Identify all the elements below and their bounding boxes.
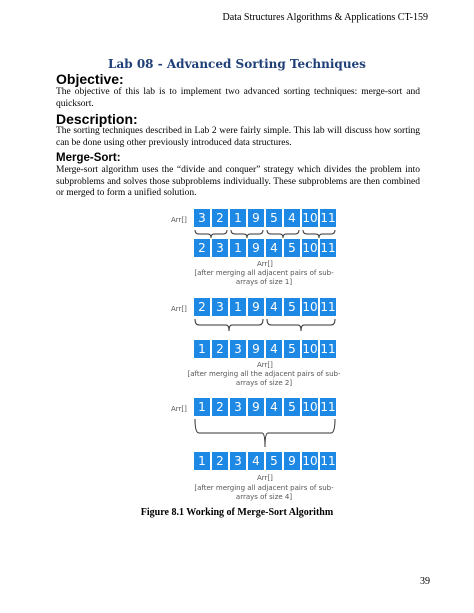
- array-cell: 4: [266, 239, 282, 257]
- array-cell: 9: [248, 209, 264, 227]
- page-number: 39: [420, 576, 430, 587]
- brace: [303, 230, 335, 238]
- array-cell: 3: [194, 209, 210, 227]
- brace: [195, 230, 227, 238]
- array-cell: 2: [212, 340, 228, 358]
- array-cell: 9: [248, 239, 264, 257]
- array-cell: 1: [194, 452, 210, 470]
- array-cell: 3: [230, 340, 246, 358]
- figure-caption: Figure 8.1 Working of Merge-Sort Algorithm: [140, 507, 334, 518]
- array-row: [194, 298, 336, 316]
- description-heading: Description:: [56, 111, 138, 127]
- merge-braces: [194, 418, 336, 450]
- array-label: Arr[]: [257, 260, 273, 268]
- array-cell: 4: [284, 209, 300, 227]
- array-cell: 2: [212, 398, 228, 416]
- array-cell: 10: [302, 241, 318, 255]
- array-label: Arr[]: [257, 474, 273, 482]
- array-cell: 11: [320, 342, 336, 356]
- array-label: Arr[]: [171, 405, 187, 413]
- merge-note: [after merging all the adjacent pairs of sub-arrays of size 2]: [187, 370, 341, 387]
- array-cell: 5: [266, 209, 282, 227]
- array-cell: 4: [266, 398, 282, 416]
- array-cell: 9: [248, 340, 264, 358]
- array-row: [194, 209, 336, 227]
- brace: [267, 319, 335, 331]
- array-cell: 1: [230, 298, 246, 316]
- lab-title: Lab 08 - Advanced Sorting Techniques: [108, 57, 366, 71]
- array-cell: 1: [194, 398, 210, 416]
- array-cell: 4: [248, 452, 264, 470]
- array-cell: 4: [266, 340, 282, 358]
- array-row: [194, 340, 336, 358]
- array-row: [194, 239, 336, 257]
- array-cell: 10: [302, 454, 318, 468]
- array-cell: 9: [248, 398, 264, 416]
- array-cell: 2: [212, 452, 228, 470]
- array-cell: 3: [230, 398, 246, 416]
- merge-note: [after merging all adjacent pairs of sub-arrays of size 4]: [194, 484, 334, 501]
- array-cell: 2: [194, 298, 210, 316]
- array-cell: 10: [302, 342, 318, 356]
- array-cell: 2: [212, 209, 228, 227]
- merge-braces: [194, 318, 336, 334]
- array-cell: 11: [320, 241, 336, 255]
- array-cell: 5: [284, 398, 300, 416]
- array-label: Arr[]: [257, 361, 273, 369]
- running-header: Data Structures Algorithms & Applications CT-159: [222, 12, 428, 23]
- array-row: [194, 452, 336, 470]
- array-cell: 10: [302, 300, 318, 314]
- array-cell: 5: [284, 340, 300, 358]
- merge-sort-heading: Merge-Sort:: [56, 152, 121, 164]
- array-cell: 3: [230, 452, 246, 470]
- array-cell: 9: [284, 452, 300, 470]
- array-cell: 9: [248, 298, 264, 316]
- brace: [195, 419, 335, 447]
- objective-heading: Objective:: [56, 71, 124, 87]
- array-cell: 3: [212, 298, 228, 316]
- array-cell: 11: [320, 454, 336, 468]
- array-cell: 1: [230, 209, 246, 227]
- array-cell: 11: [320, 211, 336, 225]
- array-cell: 11: [320, 300, 336, 314]
- array-cell: 10: [302, 211, 318, 225]
- array-cell: 4: [266, 298, 282, 316]
- array-cell: 1: [230, 239, 246, 257]
- array-row: [194, 398, 336, 416]
- brace: [231, 230, 263, 238]
- merge-sort-text: Merge-sort algorithm uses the “divide and conquer” strategy which divides the problem into subproblems and solves those subproblems individually. These subproblems are then combined or merged to form a unified solution.: [56, 165, 420, 198]
- array-cell: 5: [284, 239, 300, 257]
- array-label: Arr[]: [171, 305, 187, 313]
- array-cell: 5: [266, 452, 282, 470]
- brace: [267, 230, 299, 238]
- objective-text: The objective of this lab is to implement two advanced sorting techniques: merge-sort and quicksort.: [56, 87, 420, 109]
- array-cell: 3: [212, 239, 228, 257]
- merge-note: [after merging all adjacent pairs of sub-arrays of size 1]: [194, 269, 334, 286]
- array-cell: 5: [284, 298, 300, 316]
- array-label: Arr[]: [171, 216, 187, 224]
- array-cell: 10: [302, 400, 318, 414]
- array-cell: 11: [320, 400, 336, 414]
- array-cell: 2: [194, 239, 210, 257]
- description-text: The sorting techniques described in Lab 2 were fairly simple. This lab will discuss how sorting can be done using other previously introduced data structures.: [56, 126, 420, 148]
- brace: [195, 319, 263, 331]
- array-cell: 1: [194, 340, 210, 358]
